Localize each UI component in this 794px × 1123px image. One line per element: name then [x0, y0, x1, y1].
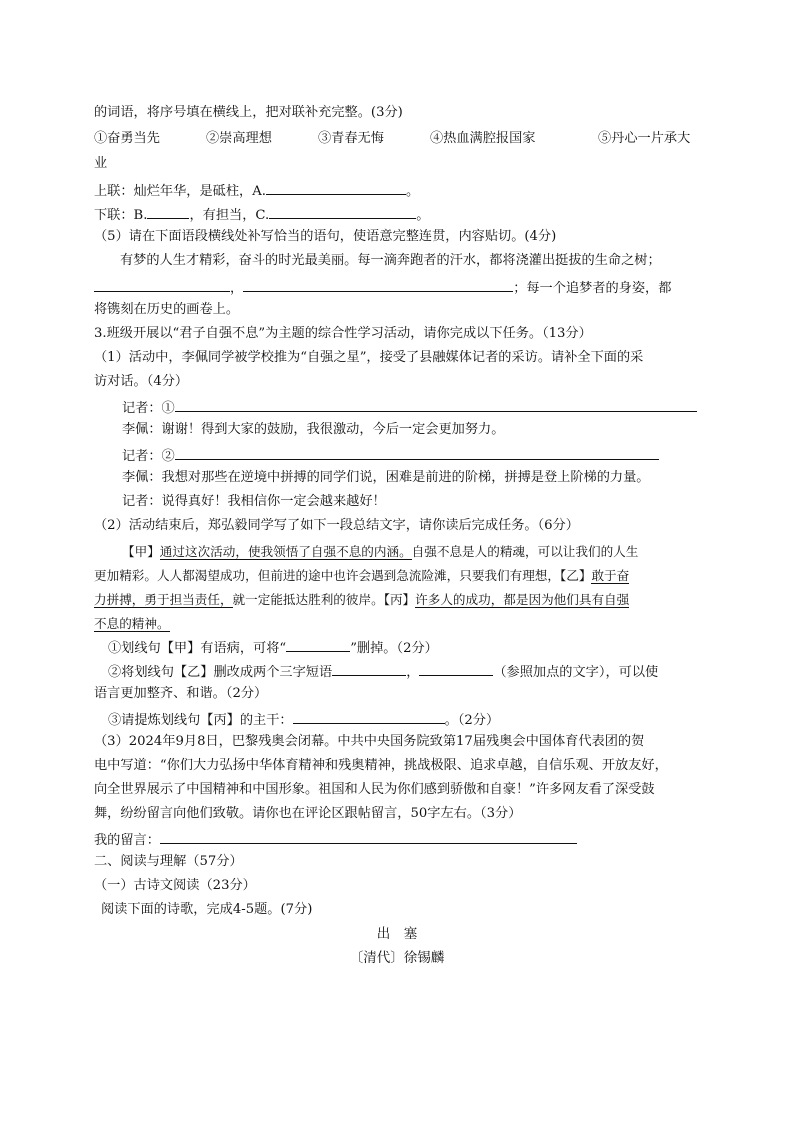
reporter-label-2: 记者：②	[122, 449, 175, 464]
upper-couplet-label: 上联：灿烂年华，是砥柱，A.	[94, 184, 266, 199]
task-1	[108, 637, 438, 658]
q2-5-passage-3: 将镌刻在历史的画卷上。	[94, 302, 240, 317]
q3-part3-line4: 舞，纷纷留言向他们致敬。请你也在评论区跟帖留言，50字左右。（3分）	[94, 806, 522, 821]
summary-text-a: 自强不息是人的精魂，可以让我们的人生	[411, 544, 639, 559]
task-2-text-a: ②将划线句【乙】删改成两个三字短语	[108, 665, 333, 680]
q3-part3-line2: 电中写道：“你们大力弘扬中华体育精神和残奥精神，挑战极限、追求卓越，自信乐观、开放友好，	[94, 758, 668, 773]
jia-sentence: 通过这次活动，使我领悟了自强不息的内涵。	[159, 544, 412, 559]
task-3-text-b: 。（2分）	[444, 713, 500, 728]
task-2	[108, 661, 658, 682]
reporter-line-1	[122, 397, 697, 418]
q3-part3-line1: （3）2024年9月8日，巴黎残奥会闭幕。中共中央国务院致第17届残奥会中国体育代表团的贺	[94, 734, 645, 749]
bing-sentence-b: 不息的精神。	[94, 616, 170, 631]
answer-blank-task-2a[interactable]	[332, 661, 406, 676]
q3-part3-line3: 向全世界展示了中国精神和中国形象。祖国和人民为你们感到骄傲和自豪！”许多网友看了深受鼓	[94, 782, 655, 797]
summary-line-4	[94, 615, 170, 633]
q3-title: 3.班级开展以“君子自强不息”为主题的综合性学习活动，请你完成以下任务。（13分）	[94, 326, 592, 341]
task-1-text-b: ”删掉。（2分）	[350, 641, 438, 656]
yi-sentence-b: 力拼搏，勇于担当责任，	[94, 592, 233, 607]
li-pei-line-1: 李佩：谢谢！得到大家的鼓励，我很激动，今后一定会更加努力。	[122, 422, 505, 437]
section-2-sub1: （一）古诗文阅读（23分）	[94, 878, 256, 893]
option-4: ④热血满腔报国家	[430, 131, 536, 146]
q2-5-passage-2	[94, 277, 671, 298]
bing-sentence-a: 许多人的成功，都是因为他们具有自强	[415, 592, 630, 607]
answer-blank-b[interactable]	[147, 204, 189, 219]
yi-sentence-a: 敢于奋	[591, 568, 630, 583]
summary-line-3	[94, 591, 629, 609]
bing-tag: 【丙】	[383, 592, 416, 607]
task-3	[108, 709, 499, 730]
poem-title: 出 塞	[376, 926, 418, 942]
summary-line-2	[94, 567, 629, 585]
q2-5-passage-2-end: ；每一个追梦者的身姿，都	[513, 281, 672, 296]
answer-blank-a[interactable]	[266, 180, 406, 195]
q2-5-prompt: （5）请在下面语段横线处补写恰当的语句，使语意完整连贯，内容贴切。(4分)	[94, 229, 557, 244]
poem-author: 〔清代〕徐锡麟	[349, 950, 445, 966]
li-pei-line-2: 李佩：我想对那些在逆境中拼搏的同学们说，困难是前进的阶梯，拼搏是登上阶梯的力量。	[122, 470, 650, 485]
my-message	[94, 829, 577, 850]
comma: ，	[230, 281, 244, 296]
section-2-title: 二、阅读与理解（57分）	[94, 854, 243, 869]
answer-blank-2[interactable]	[243, 277, 513, 292]
reporter-line-2	[122, 445, 659, 466]
task-2-line-2: 语言更加整齐、和谐。（2分）	[94, 686, 268, 701]
task-3-text-a: ③请提炼划线句【丙】的主干：	[108, 713, 293, 728]
answer-blank-task-3[interactable]	[293, 709, 445, 724]
answer-blank-1[interactable]	[94, 277, 230, 292]
option-2: ②崇高理想	[206, 131, 272, 146]
jia-tag: 【甲】	[122, 544, 160, 559]
answer-blank-dialog-2[interactable]	[175, 445, 659, 460]
upper-couplet	[94, 180, 419, 201]
answer-blank-task-1[interactable]	[286, 637, 350, 652]
answer-blank-dialog-1[interactable]	[175, 397, 697, 412]
summary-text-c: 就一定能抵达胜利的彼岸。	[232, 592, 384, 607]
task-2-sep: ，	[406, 665, 420, 680]
my-message-label: 我的留言：	[94, 833, 160, 848]
answer-blank-c[interactable]	[269, 204, 416, 219]
option-5: ⑤丹心一片承大	[598, 131, 691, 146]
task-2-text-b: （参照加点的文字），可以使	[493, 665, 659, 680]
lower-couplet-mid: ，有担当，C.	[189, 208, 270, 223]
lower-couplet	[94, 204, 429, 225]
option-5-end: 业	[94, 156, 108, 171]
reporter-line-3: 记者：说得真好！我相信你一定会越来越好！	[122, 494, 386, 509]
task-1-text-a: ①划线句【甲】有语病，可将“	[108, 641, 287, 656]
q3-part1-line2: 访对话。（4分）	[94, 374, 189, 389]
q2-5-passage-1: 有梦的人生才精彩，奋斗的时光最美丽。每一滴奔跑者的汗水，都将浇灌出挺拔的生命之树；	[120, 253, 661, 268]
q3-part1-line1: （1）活动中，李佩同学被学校推为“自强之星”，接受了县融媒体记者的采访。请补全下面的采	[94, 350, 644, 365]
q2-4-intro: 的词语，将序号填在横线上，把对联补充完整。(3分)	[94, 105, 403, 120]
answer-blank-message[interactable]	[160, 829, 577, 844]
q2-4-options	[94, 130, 704, 148]
lower-couplet-label: 下联：B.	[94, 208, 148, 223]
answer-blank-task-2b[interactable]	[419, 661, 493, 676]
option-1: ①奋勇当先	[94, 131, 160, 146]
end-mark: 。	[416, 208, 430, 223]
yi-tag: 【乙】	[559, 568, 592, 583]
q3-part2: （2）活动结束后，郑弘毅同学写了如下一段总结文字，请你读后完成任务。（6分）	[94, 518, 579, 533]
reporter-label-1: 记者：①	[122, 401, 175, 416]
summary-line-1	[122, 543, 638, 561]
option-3: ③青春无悔	[318, 131, 384, 146]
section-2-instruction: 阅读下面的诗歌，完成4-5题。(7分)	[101, 902, 313, 917]
end-mark: 。	[405, 184, 420, 199]
summary-text-b: 更加精彩。人人都渴望成功，但前进的途中也许会遇到急流险滩，只要我们有理想，	[94, 568, 560, 583]
